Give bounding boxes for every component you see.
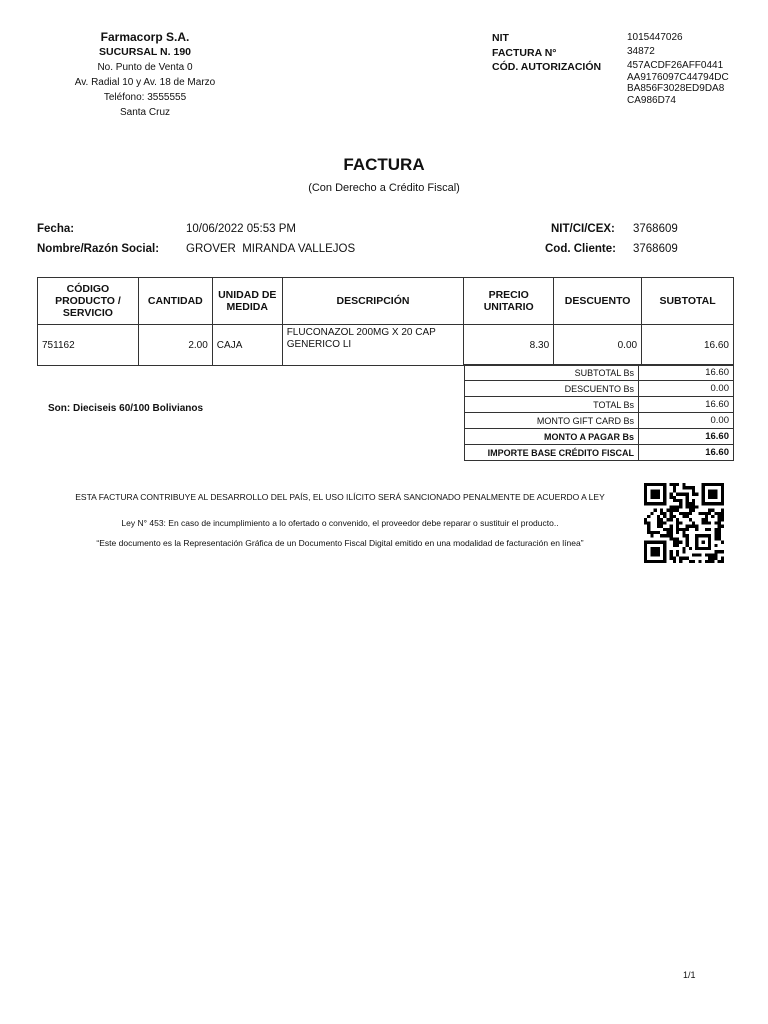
company-city: Santa Cruz: [119, 107, 171, 118]
company-phone: Teléfono: 3555555: [103, 92, 187, 103]
totals-label: IMPORTE BASE CRÉDITO FISCAL: [465, 445, 639, 461]
column-header-unit-price: PRECIO UNITARIO: [464, 278, 554, 325]
cell-unit: CAJA: [212, 325, 282, 366]
legal-notice: ESTA FACTURA CONTRIBUYE AL DESARROLLO DEL PAÍS, EL USO ILÍCITO SERÁ SANCIONADO PENALMENTE DE ACUERDO A LEY: [75, 492, 605, 502]
totals-row: [465, 381, 734, 397]
column-header-unit: UNIDAD DE MEDIDA: [212, 278, 282, 325]
totals-value: 0.00: [639, 413, 734, 429]
totals-value: 16.60: [639, 429, 734, 445]
column-header-code: CÓDIGO PRODUCTO / SERVICIO: [38, 278, 139, 325]
authorization-code-line: CA986D74: [627, 94, 676, 106]
totals-row: [465, 365, 734, 381]
table-header-row: [38, 278, 734, 325]
document-subtitle: (Con Derecho a Crédito Fiscal): [308, 182, 460, 194]
amount-in-words: Son: Dieciseis 60/100 Bolivianos: [48, 403, 204, 414]
totals-label: MONTO GIFT CARD Bs: [465, 413, 639, 429]
totals-value: 0.00: [639, 381, 734, 397]
cell-code: 751162: [38, 325, 139, 366]
authorization-code-line: 457ACDF26AFF0441: [627, 60, 724, 71]
totals-value: 16.60: [639, 365, 734, 381]
client-code-label: Cod. Cliente:: [545, 243, 616, 255]
date-label: Fecha:: [37, 223, 75, 235]
totals-label: DESCUENTO Bs: [465, 381, 639, 397]
cell-discount: 0.00: [554, 325, 642, 366]
company-name: Farmacorp S.A.: [100, 30, 190, 44]
column-header-subtotal: SUBTOTAL: [642, 278, 734, 325]
cell-quantity: 2.00: [138, 325, 212, 366]
client-code-value: 3768609: [633, 243, 678, 255]
cell-unit-price: 8.30: [464, 325, 554, 366]
cell-description: FLUCONAZOL 200MG X 20 CAP GENERICO LI: [282, 325, 464, 366]
totals-label: TOTAL Bs: [465, 397, 639, 413]
totals-value: 16.60: [639, 445, 734, 461]
column-header-discount: DESCUENTO: [554, 278, 642, 325]
column-header-description: DESCRIPCIÓN: [282, 278, 464, 325]
authorization-label: CÓD. AUTORIZACIÓN: [492, 61, 602, 73]
digital-document-notice: “Este documento es la Representación Gráfica de un Documento Fiscal Digital emitido en una modalidad de facturación en línea”: [96, 538, 584, 548]
authorization-code-line: AA9176097C44794DC: [627, 71, 729, 83]
customer-nit-label: NIT/CI/CEX:: [551, 223, 615, 235]
totals-row: [465, 413, 734, 429]
qr-code-icon: [644, 483, 724, 563]
column-header-quantity: CANTIDAD: [138, 278, 212, 325]
invoice-number-label: FACTURA N°: [492, 46, 557, 59]
invoice-meta-values: [627, 32, 729, 106]
company-block: [40, 30, 250, 120]
point-of-sale: No. Punto de Venta 0: [97, 62, 193, 73]
totals-label: SUBTOTAL Bs: [465, 365, 639, 381]
totals-label: MONTO A PAGAR Bs: [465, 429, 639, 445]
table-row: [38, 325, 734, 366]
totals-row: [465, 429, 734, 445]
date-value: 10/06/2022 05:53 PM: [186, 223, 296, 235]
totals-row: [465, 445, 734, 461]
totals-value: 16.60: [639, 397, 734, 413]
company-address: Av. Radial 10 y Av. 18 de Marzo: [74, 77, 216, 88]
items-table: [37, 277, 734, 366]
nit-value: 1015447026: [627, 32, 683, 43]
totals-table: [464, 364, 734, 461]
invoice-number-value: 34872: [627, 46, 655, 57]
customer-name-label: Nombre/Razón Social:: [37, 243, 160, 255]
invoice-meta-labels: [492, 31, 601, 75]
nit-label: NIT: [492, 32, 509, 44]
page-number: 1/1: [683, 970, 696, 980]
cell-subtotal: 16.60: [642, 325, 734, 366]
totals-row: [465, 397, 734, 413]
authorization-code-line: BA856F3028ED9DA8: [627, 83, 725, 94]
customer-name-value: GROVER MIRANDA VALLEJOS: [186, 243, 356, 255]
document-title: FACTURA: [343, 155, 425, 174]
customer-nit-value: 3768609: [633, 223, 678, 235]
branch-name: SUCURSAL N. 190: [99, 46, 191, 58]
consumer-law-notice: Ley N° 453: En caso de incumplimiento a lo ofertado o convenido, el proveedor debe reparar o sustituir el producto..: [121, 518, 559, 528]
